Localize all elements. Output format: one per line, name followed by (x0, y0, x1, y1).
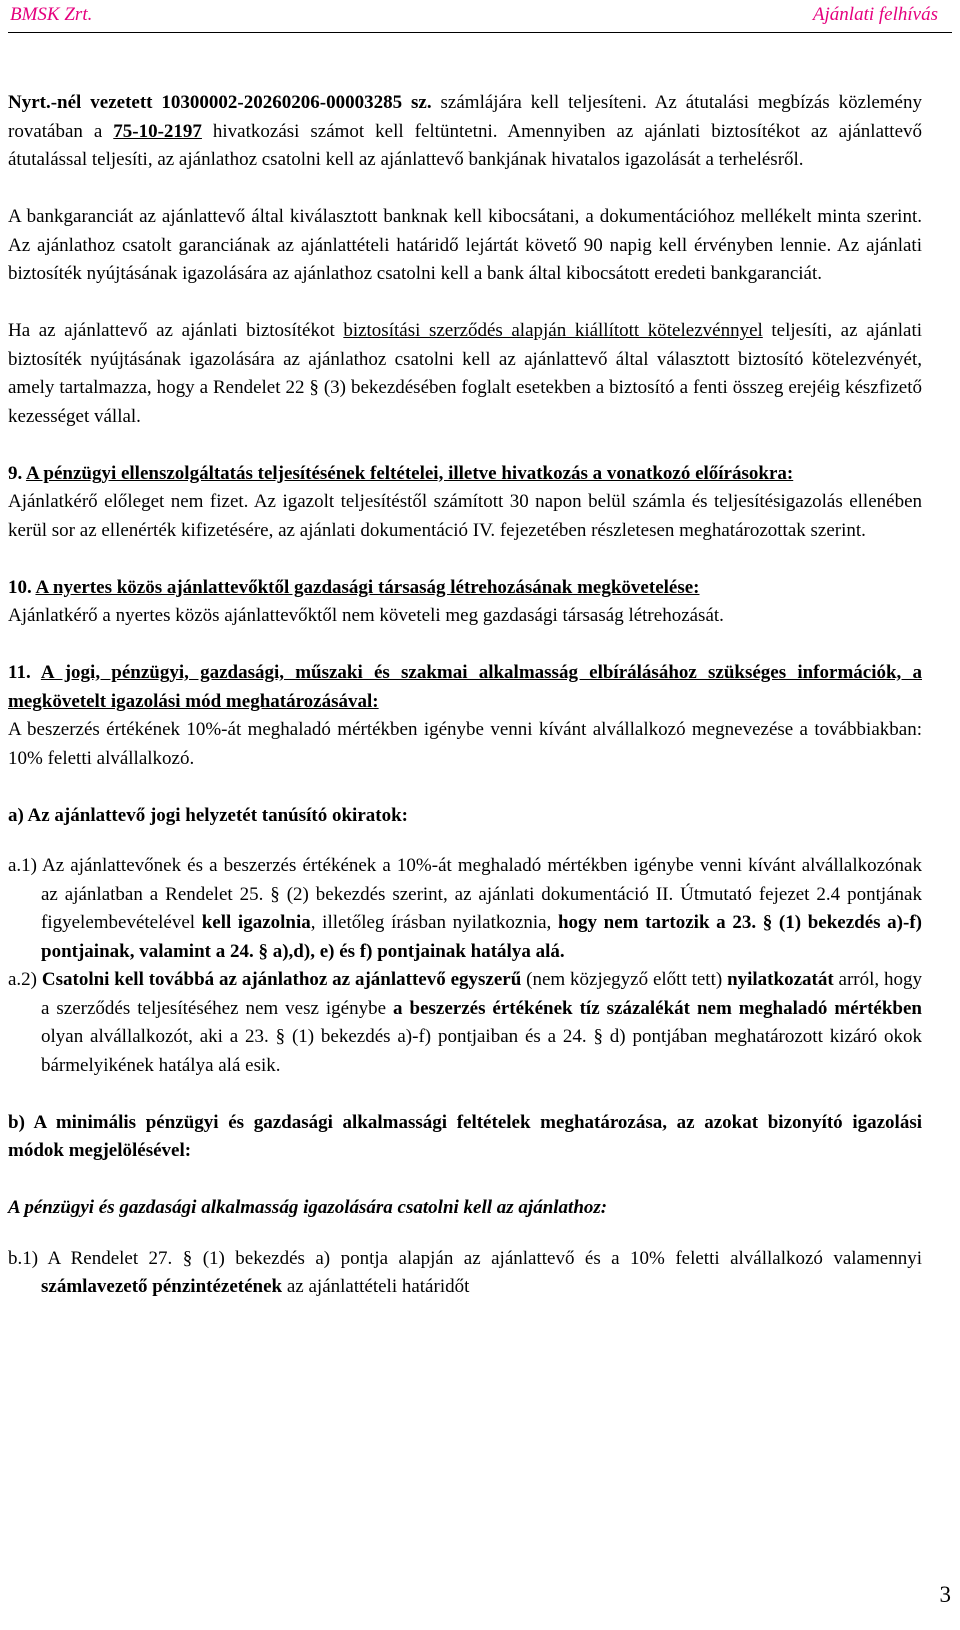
insurance-text-cont: teljesíti, az ajánlati biztosíték nyújtásának igazolására az ajánlathoz csatolni kell az ajánlattevő által választott biztosító kötelezvényét, amely tartalmazza, hogy a Rendelet 22 § (3) bekezdésében foglalt esetekben a biztosító a fenti összeg erejéig készfizető kezességet vállal. (8, 320, 923, 427)
item-a1 (8, 852, 922, 966)
paragraph-transfer (8, 89, 922, 175)
paragraph-insurance (8, 317, 922, 431)
item-a2-text-2: arról, hogy a szerződés teljesítéséhez nem vesz igénybe (41, 969, 923, 1019)
header-doc-title: Ajánlati felhívás (812, 4, 938, 25)
section-9-number: 9. (8, 462, 26, 484)
item-a2-bold-3: a beszerzés értékének tíz százalékát nem meghaladó mértékben (393, 997, 922, 1019)
section-10-number: 10. (8, 576, 36, 598)
subsection-a-heading: a) Az ajánlattevő jogi helyzetét tanúsító okiratok: (8, 804, 408, 826)
section-9-heading: A pénzügyi ellenszolgáltatás teljesítésének feltételei, illetve hivatkozás a vonatkozó előírásokra: (25, 462, 794, 484)
item-b1 (8, 1245, 922, 1302)
subsection-b-subheading: A pénzügyi és gazdasági alkalmasság igazolására csatolni kell az ajánlathoz: (8, 1197, 608, 1218)
page-header (0, 0, 960, 40)
item-a1-bold-cont: hogy nem tartozik a 23. § (1) bekezdés a)-f) pontjainak, valamint a 24. § a),d), e) és f) pontjainak hatálya alá. (41, 912, 922, 962)
section-11-body: A beszerzés értékének 10%-át meghaladó mértékben igénybe venni kívánt alvállalkozó megnevezése a továbbiakban: 10% feletti alvállalkozó. (8, 719, 922, 769)
item-a1-text-cont: , illetőleg írásban nyilatkoznia, (310, 912, 558, 933)
item-b1-text: b.1) A Rendelet 27. § (1) bekezdés a) pontja alapján az ajánlattevő és a 10% feletti alvállalkozó valamennyi (8, 1247, 922, 1269)
item-a2-bold: Csatolni kell továbbá az ajánlathoz az ajánlattevő egyszerű (41, 969, 522, 990)
section-11-heading: A jogi, pénzügyi, gazdasági, műszaki és szakmai alkalmasság elbírálásához szükséges információk, a megkövetelt igazolási mód meghatározásával: (8, 662, 923, 712)
section-9-body: Ajánlatkérő előleget nem fizet. Az igazolt teljesítéstől számított 30 napon belül számla és teljesítésigazolás ellenében kerül sor az ellenérték kifizetésére, az ajánlati dokumentáció IV. fejezetében részletesen meghatározottak szerint. (8, 491, 922, 541)
account-number-text: Nyrt.-nél vezetett 10300002-20260206-00003285 sz. (8, 92, 432, 113)
item-a2-bold-2: nyilatkozatát (727, 969, 834, 990)
transfer-text-cont: hivatkozási számot kell feltüntetni. Amennyiben az ajánlati biztosítékot az ajánlattevő átutalással teljesíti, az ajánlathoz csatolni kell az ajánlattevő bankjának hivatalos igazolását a terhelésről. (8, 120, 923, 170)
section-11-number: 11. (8, 662, 41, 683)
item-b1-bold: számlavezető pénzintézetének (41, 1276, 283, 1297)
section-10-title (8, 574, 922, 603)
section-11-title (8, 659, 922, 716)
item-a1-text: a.1) Az ajánlattevőnek és a beszerzés értékének a 10%-át meghaladó mértékben igénybe venni kívánt alvállalkozónak az ajánlatban a Rendelet 25. § (2) bekezdés szerint, az ajánlati dokumentáció II. Útmutató fejezet 2.4 pontjának figyelembevételével (8, 855, 922, 933)
paragraph-bank-guarantee: A bankgaranciát az ajánlattevő által kiválasztott banknak kell kibocsátani, a dokumentációhoz mellékelt minta szerint. Az ajánlathoz csatolt garanciának az ajánlattételi határidő lejártát követő 90 napig kell érvényben lennie. Az ajánlati biztosíték nyújtásának igazolására az ajánlathoz csatolni kell a bank által kibocsátott eredeti bankgaranciát. (8, 206, 922, 284)
insurance-text: Ha az ajánlattevő az ajánlati biztosítékot (8, 320, 344, 341)
section-9-title (8, 460, 922, 489)
insurance-underlined: biztosítási szerződés alapján kiállított kötelezvénnyel (343, 320, 763, 341)
document-body (8, 89, 922, 1302)
item-a2 (8, 966, 922, 1080)
reference-number: 75-10-2197 (113, 120, 202, 142)
item-b1-text-cont: az ajánlattételi határidőt (282, 1276, 470, 1297)
subsection-b-heading: b) A minimális pénzügyi és gazdasági alkalmassági feltételek meghatározása, az azokat bizonyító igazolási módok megjelölésével: (8, 1111, 922, 1161)
page-number: 3 (939, 1582, 951, 1607)
item-a2-text-3: olyan alvállalkozót, aki a 23. § (1) bekezdés a)-f) pontjaiban és a 24. § d) pontjában meghatározott kizáró okok bármelyikének hatálya alá esik. (41, 1026, 922, 1076)
header-company: BMSK Zrt. (10, 4, 93, 25)
transfer-text: számlájára kell teljesíteni. Az átutalási megbízás közlemény rovatában a (8, 92, 922, 142)
section-10-heading: A nyertes közös ajánlattevőktől gazdasági társaság létrehozásának megkövetelése: (35, 576, 700, 598)
section-10-body: Ajánlatkérő a nyertes közös ajánlattevőktől nem követeli meg gazdasági társaság létrehozását. (8, 605, 724, 626)
item-a2-label: a.2) (8, 969, 42, 990)
header-divider (8, 32, 952, 33)
item-a1-bold: kell igazolnia (201, 912, 311, 933)
item-a2-text: (nem közjegyző előtt tett) (521, 969, 728, 990)
